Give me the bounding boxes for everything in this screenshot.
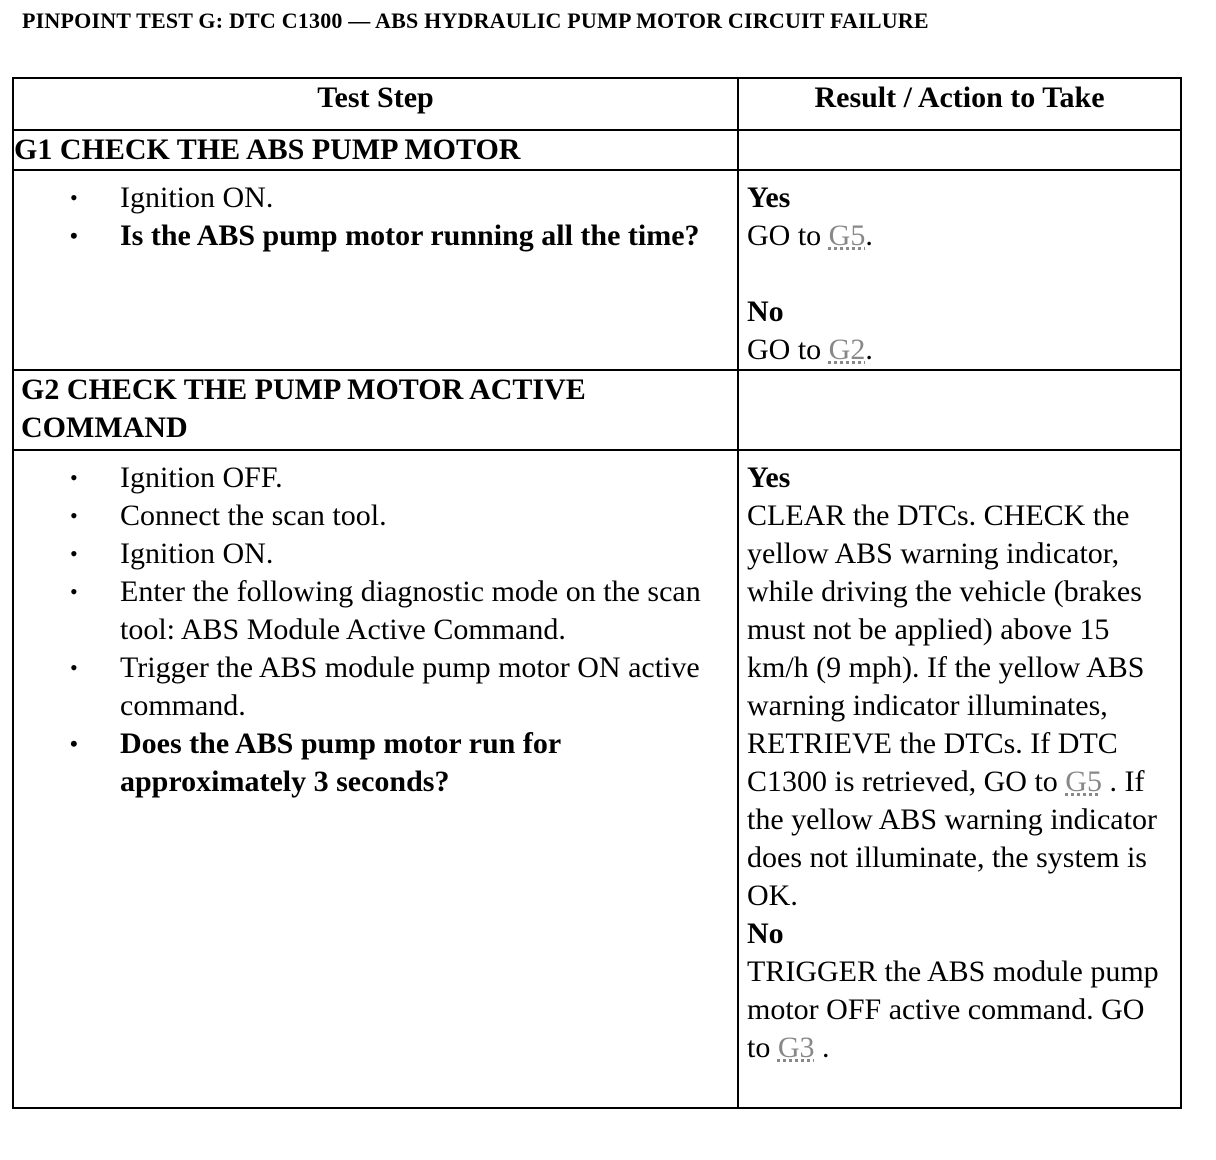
table-header-row	[13, 78, 1181, 130]
g1-body-row	[13, 170, 1181, 370]
g2-step-question	[14, 725, 737, 801]
bullet-icon: •	[70, 541, 78, 566]
g2-step-text: Trigger the ABS module pump motor ON active command.	[120, 651, 700, 722]
g1-question-text: Is the ABS pump motor running all the time?	[120, 219, 700, 252]
g2-heading-empty-cell	[738, 370, 1181, 450]
g1-no-label: No	[747, 295, 784, 328]
g1-no-link-g2[interactable]: G2	[828, 333, 866, 366]
g2-steps-cell	[13, 450, 738, 1108]
g2-result-cell	[738, 450, 1181, 1108]
g2-heading-row	[13, 370, 1181, 450]
header-result-action: Result / Action to Take	[738, 78, 1181, 130]
g2-step-item	[14, 459, 737, 497]
g1-step-question	[14, 217, 737, 255]
g1-heading-empty-cell	[738, 130, 1181, 170]
bullet-icon: •	[70, 223, 78, 248]
g1-step-item	[14, 179, 737, 217]
g1-result-cell	[738, 170, 1181, 370]
g1-no-text: GO to	[747, 333, 829, 366]
g2-step-text: Ignition ON.	[120, 537, 274, 570]
bullet-icon: •	[70, 465, 78, 490]
g2-step-item	[14, 649, 737, 725]
g2-step-item	[14, 573, 737, 649]
g2-no-link-g3[interactable]: G3	[777, 1031, 815, 1064]
g2-no-text: TRIGGER the ABS module pump motor OFF active command. GO to	[747, 955, 1159, 1064]
g2-step-text: Connect the scan tool.	[120, 499, 387, 532]
g2-body-row	[13, 450, 1181, 1108]
g2-step-list	[14, 459, 737, 801]
g2-yes-link-g5[interactable]: G5	[1065, 765, 1102, 798]
g1-heading-row	[13, 130, 1181, 170]
g1-steps-cell	[13, 170, 738, 370]
g2-heading: G2 CHECK THE PUMP MOTOR ACTIVE COMMAND	[13, 370, 738, 450]
bullet-icon: •	[70, 503, 78, 528]
bullet-icon: •	[70, 579, 78, 604]
g2-step-item	[14, 497, 737, 535]
g1-yes-link-g5[interactable]: G5	[828, 219, 866, 252]
header-test-step: Test Step	[13, 78, 738, 130]
page-title: PINPOINT TEST G: DTC C1300 — ABS HYDRAULIC PUMP MOTOR CIRCUIT FAILURE	[22, 8, 929, 33]
g2-no-text-end: .	[814, 1031, 830, 1064]
g2-question-text: Does the ABS pump motor run for approximately 3 seconds?	[120, 727, 561, 798]
g2-yes-text: CLEAR the DTCs. CHECK the yellow ABS warning indicator, while driving the vehicle (brakes must not be applied) above 15 km/h (9 mph). If the yellow ABS warning indicator illuminates, RETRIEVE the DTCs. If DTC C1300 is retrieved, GO to	[747, 499, 1145, 798]
g2-step-text: Enter the following diagnostic mode on the scan tool: ABS Module Active Command.	[120, 575, 701, 646]
bullet-icon: •	[70, 731, 78, 756]
g1-yes-label: Yes	[747, 181, 791, 214]
g2-yes-label: Yes	[747, 461, 791, 494]
g1-yes-text: GO to	[747, 219, 829, 252]
g1-no-text-end: .	[865, 333, 873, 366]
bullet-icon: •	[70, 185, 78, 210]
g1-yes-text-end: .	[865, 219, 873, 252]
g2-no-label: No	[747, 917, 784, 950]
g2-yes-text-end: . If the yellow ABS warning indicator does not illuminate, the system is OK.	[747, 765, 1157, 912]
g1-heading: G1 CHECK THE ABS PUMP MOTOR	[13, 130, 738, 170]
g2-step-text: Ignition OFF.	[120, 461, 283, 494]
g2-step-item	[14, 535, 737, 573]
pinpoint-test-table	[12, 77, 1182, 1109]
g1-step-list	[14, 179, 737, 255]
bullet-icon: •	[70, 655, 78, 680]
g1-step-text: Ignition ON.	[120, 181, 274, 214]
